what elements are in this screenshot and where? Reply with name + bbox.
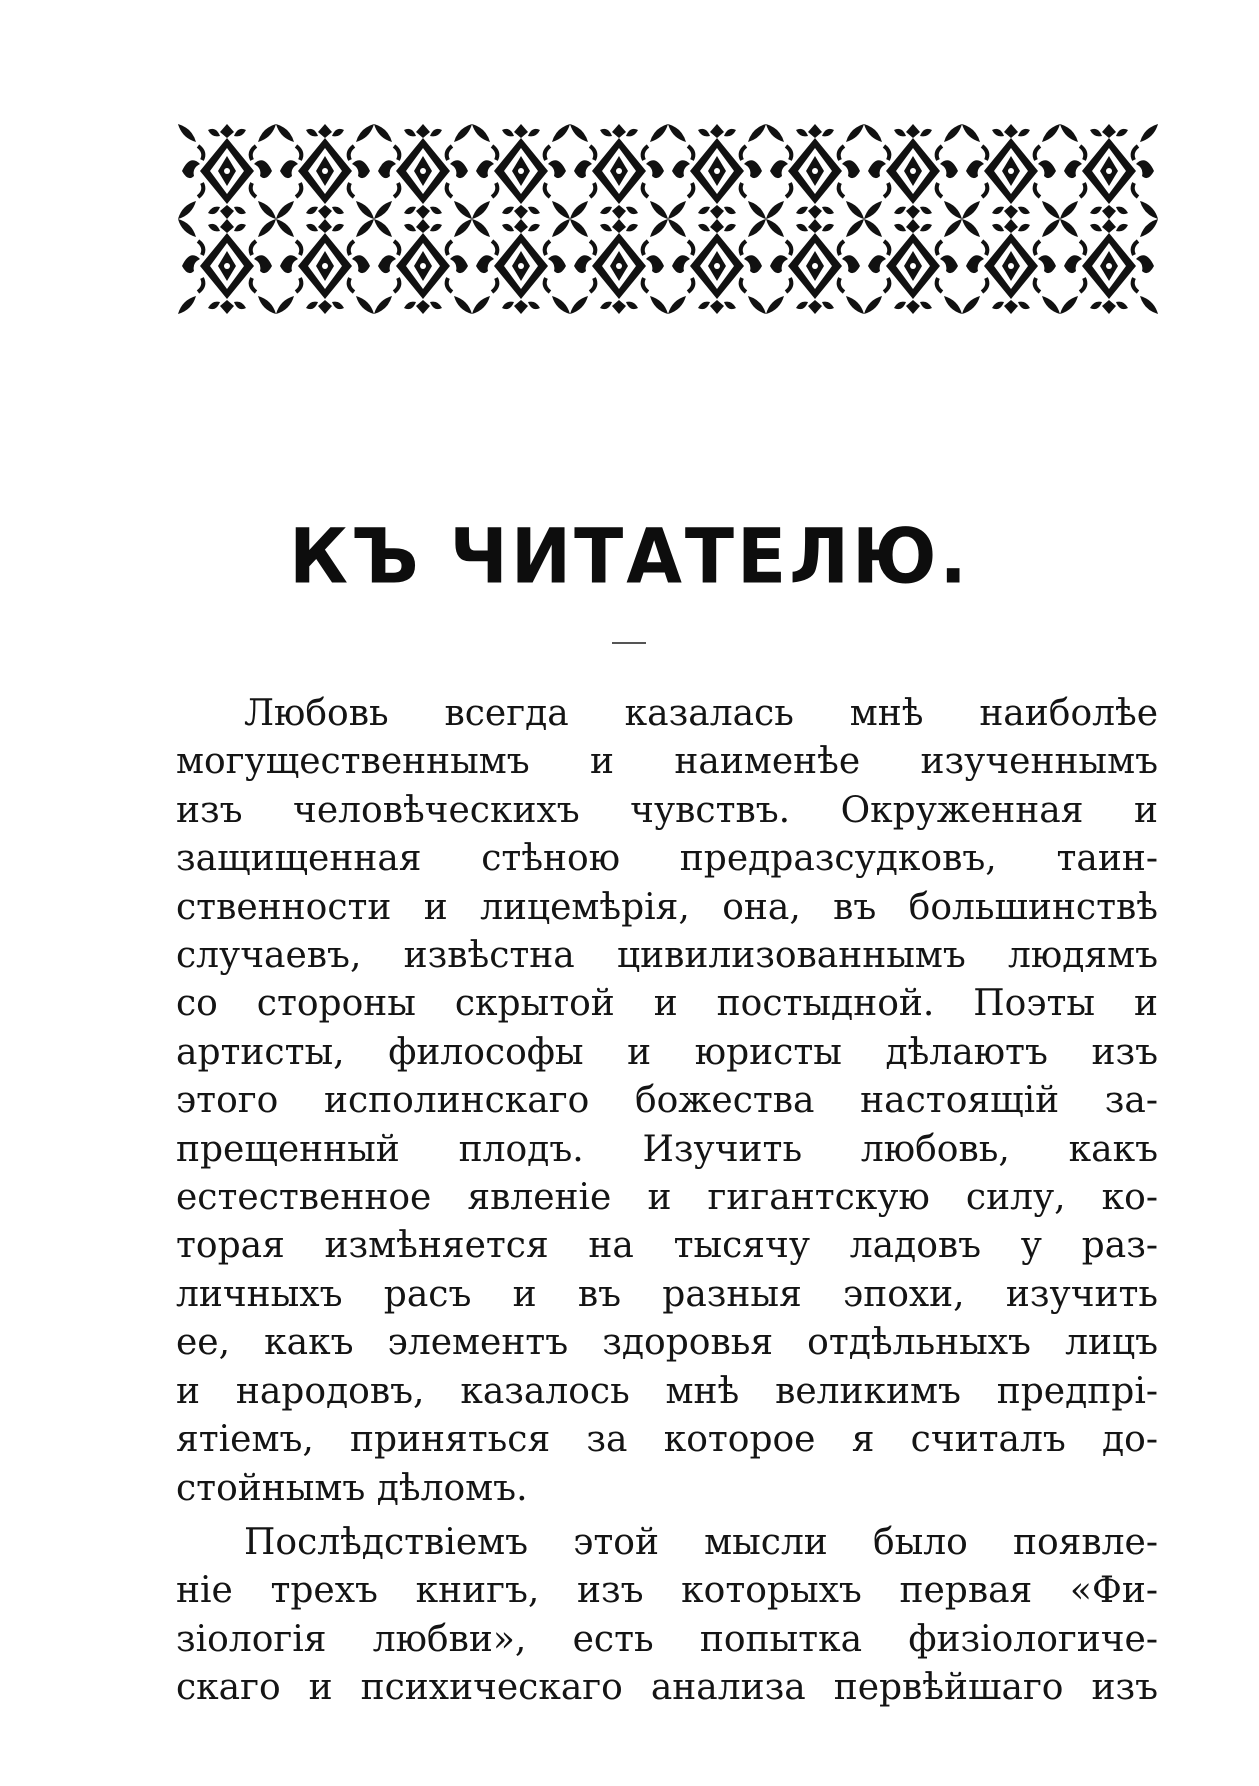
text-line: торая измѣняется на тысячу ладовъ у раз- — [176, 1225, 1158, 1267]
floral-ornament-band-icon — [178, 124, 1158, 314]
decorative-ornament-band — [178, 124, 1158, 314]
text-line: Любовь всегда казалась мнѣ наиболѣе — [244, 693, 1158, 734]
title-divider — [612, 642, 646, 644]
text-line: изъ человѣческихъ чувствъ. Окруженная и — [176, 789, 1158, 831]
text-line: и народовъ, казалось мнѣ великимъ предпрі- — [176, 1370, 1158, 1412]
paragraph-2 — [176, 1519, 1158, 1713]
text-line: могущественнымъ и наименѣе изученнымъ — [176, 741, 1158, 783]
text-line: скаго и психическаго анализа первѣйшаго изъ — [176, 1667, 1158, 1709]
text-line: ственности и лицемѣрія, она, въ большинствѣ — [176, 886, 1158, 928]
text-line: прещенный плодъ. Изучить любовь, какъ — [176, 1128, 1158, 1170]
text-line: ніе трехъ книгъ, изъ которыхъ первая «Фи- — [176, 1570, 1158, 1612]
paragraph-1 — [176, 690, 1158, 1513]
text-line: стойнымъ дѣломъ. — [176, 1467, 528, 1509]
text-line: ее, какъ элементъ здоровья отдѣльныхъ лицъ — [176, 1322, 1158, 1364]
text-line: защищенная стѣною предразсудковъ, таин- — [176, 838, 1158, 880]
text-line: Послѣдствіемъ этой мысли было появле- — [244, 1521, 1158, 1563]
text-line: ятіемъ, приняться за которое я считалъ до- — [176, 1419, 1158, 1461]
text-line: со стороны скрытой и постыдной. Поэты и — [176, 983, 1158, 1025]
chapter-title: КЪ ЧИТАТЕЛЮ. — [289, 511, 970, 601]
body-text — [176, 690, 1158, 1713]
text-line: естественное явленіе и гигантскую силу, ко- — [176, 1177, 1158, 1219]
text-line: случаевъ, извѣстна цивилизованнымъ людямъ — [176, 935, 1158, 977]
text-line: зіологія любви», есть попытка физіологиче- — [176, 1618, 1158, 1660]
text-line: артисты, философы и юристы дѣлаютъ изъ — [176, 1031, 1158, 1073]
text-line: личныхъ расъ и въ разныя эпохи, изучить — [176, 1273, 1158, 1315]
text-line: этого исполинскаго божества настоящій за- — [176, 1080, 1158, 1122]
